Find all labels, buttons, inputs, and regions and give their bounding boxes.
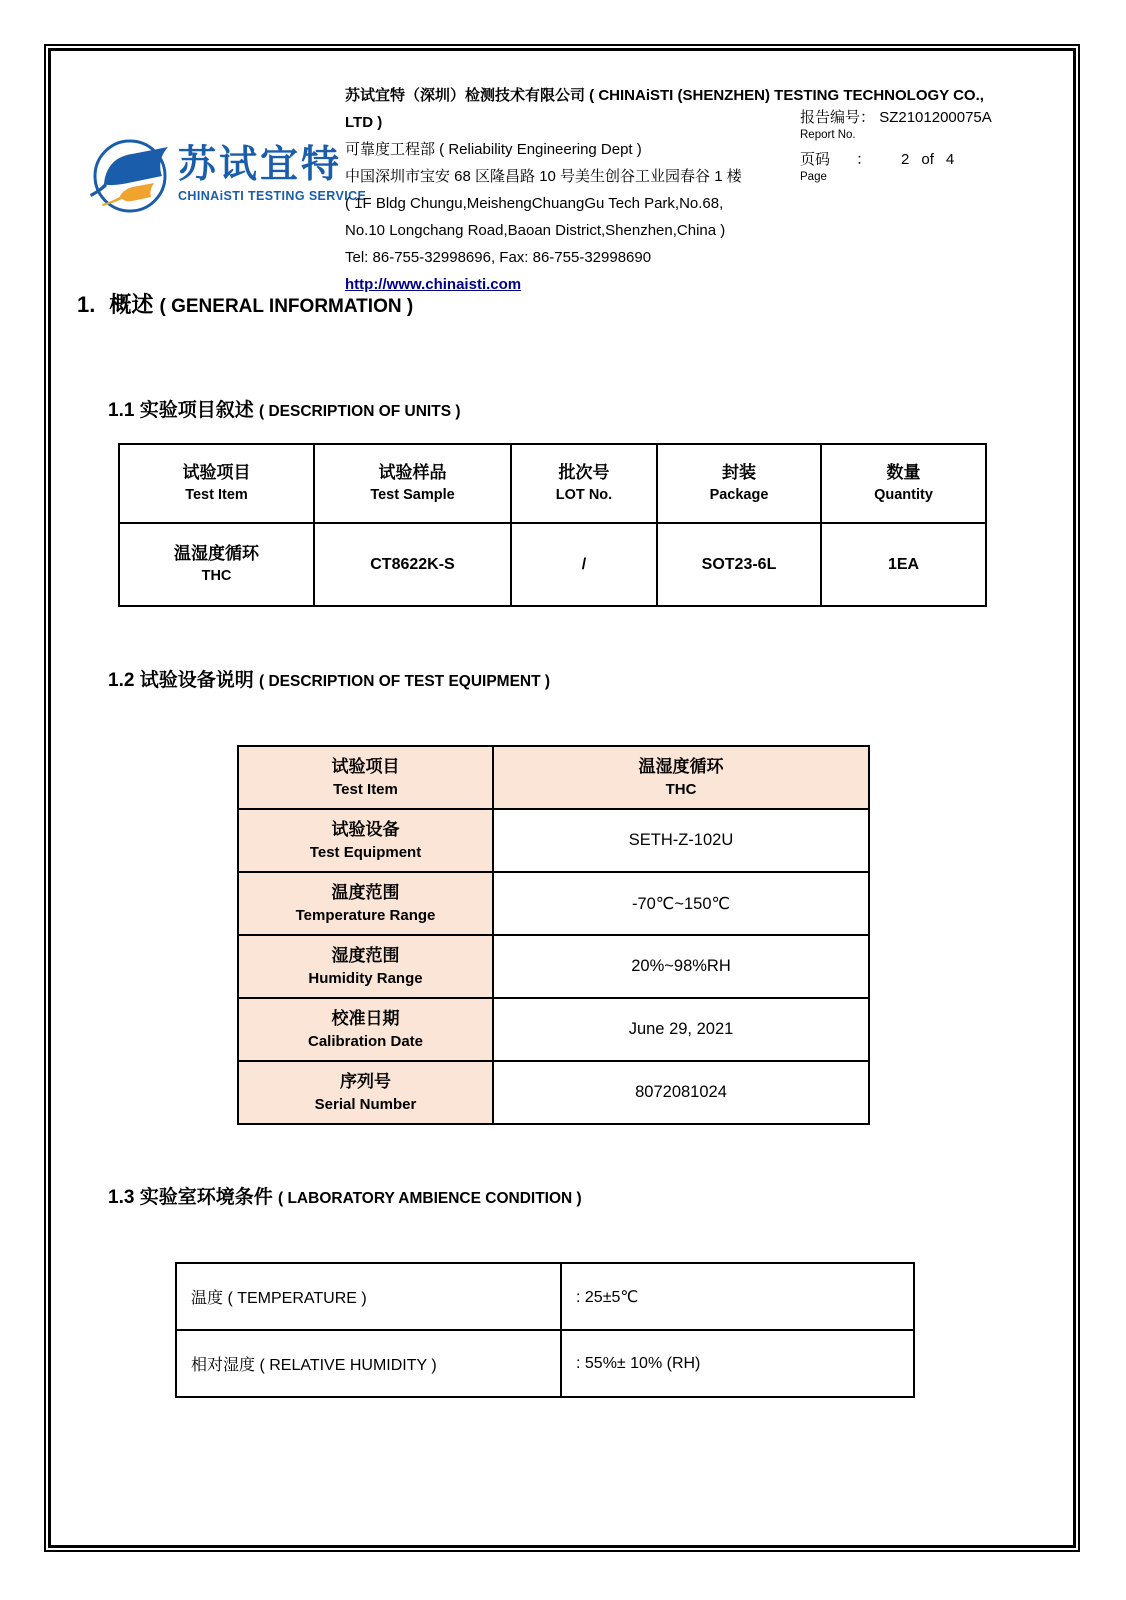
equipment-label-temperature-range-en: Temperature Range [295,906,436,924]
equipment-row-humidity-range [238,935,869,998]
section-equipment-title-cn: 试验设备说明 [139,670,254,691]
ambience-row-humidity [176,1330,914,1397]
units-header-package [657,444,821,523]
ambience-value-humidity: : 55%± 10% (RH) [561,1330,914,1397]
equipment-header-value-en: THC [665,780,697,798]
units-cell-package: SOT23-6L [657,523,821,606]
units-cell-quantity: 1EA [821,523,986,606]
company-name-line1: 苏试宜特（深圳）检测技术有限公司 ( CHINAiSTI (SHENZHEN) TESTING TECHNOLOGY CO., [345,87,984,104]
logo-swoosh-icon [88,132,172,216]
equipment-label-temperature-range-cn: 温度范围 [331,882,400,902]
equipment-value-calibration-date: June 29, 2021 [493,998,869,1061]
units-cell-lot-no: / [511,523,657,606]
page-label-cn: 页码 [800,151,831,168]
units-header-quantity-en: Quantity [874,487,933,503]
equipment-row-serial-number [238,1061,869,1124]
section-units-title-en: ( DESCRIPTION OF UNITS ) [259,403,461,420]
units-header-lot-no [511,444,657,523]
ambience-table [175,1262,915,1398]
units-header-test-sample-cn: 试验样品 [378,463,447,482]
section-general-heading [77,288,413,319]
equipment-label-calibration-date-en: Calibration Date [307,1032,424,1050]
report-no-value: SZ2101200075A [879,109,992,126]
units-header-test-item-en: Test Item [185,487,248,503]
equipment-label-humidity-range-cn: 湿度范围 [331,945,400,965]
logo-name-en: CHINAiSTI TESTING SERVICE [178,189,367,204]
logo-text [178,145,366,204]
equipment-label-temperature-range [238,872,493,935]
equipment-header-label-en: Test Item [333,780,398,798]
ambience-row-temperature [176,1263,914,1330]
units-header-package-cn: 封装 [722,463,756,482]
company-address-en2: No.10 Longchang Road,Baoan District,Shenzhen,China ) [345,222,726,239]
section-ambience-title-cn: 实验室环境条件 [139,1187,273,1208]
equipment-value-test-equipment: SETH-Z-102U [493,809,869,872]
units-table-data-row [119,523,986,606]
units-cell-test-item-cn: 温湿度循环 [174,544,259,563]
company-dept: 可靠度工程部 ( Reliability Engineering Dept ) [345,141,642,158]
section-units-number: 1.1 [108,400,135,421]
ambience-label-temperature: 温度 ( TEMPERATURE ) [176,1263,561,1330]
equipment-header-value-cn: 温湿度循环 [638,756,724,776]
section-units-title-cn: 实验项目叙述 [139,400,254,421]
company-address-en1: ( 1F Bldg Chungu,MeishengChuangGu Tech Park,No.68, [345,195,724,212]
units-header-lot-no-en: LOT No. [555,487,613,503]
company-address-cn: 中国深圳市宝安 68 区隆昌路 10 号美生创谷工业园春谷 1 楼 [345,168,742,185]
report-no-label-cn: 报告编号： [800,109,876,126]
section-ambience-title-en: ( LABORATORY AMBIENCE CONDITION ) [278,1190,582,1207]
equipment-label-test-equipment-en: Test Equipment [309,843,422,861]
section-equipment-heading [108,665,550,692]
equipment-label-humidity-range-en: Humidity Range [308,969,423,987]
equipment-label-serial-number-cn: 序列号 [340,1071,391,1091]
equipment-label-test-equipment-cn: 试验设备 [331,819,400,839]
equipment-header-row [238,746,869,809]
units-cell-test-sample: CT8622K-S [314,523,511,606]
units-header-quantity [821,444,986,523]
ambience-label-humidity: 相对湿度 ( RELATIVE HUMIDITY ) [176,1330,561,1397]
units-header-lot-no-cn: 批次号 [558,463,610,482]
logo-name-cn: 苏试宜特 [178,143,343,186]
units-cell-test-item-en: THC [201,568,232,584]
page-current: 2 [901,151,910,168]
units-table-header-row [119,444,986,523]
equipment-table [237,745,870,1125]
page-colon: ： [856,151,872,168]
equipment-header-label-cn: 试验项目 [331,756,400,776]
section-general-title-en: ( GENERAL INFORMATION ) [159,296,414,317]
equipment-header-label [238,746,493,809]
report-info-block [800,106,1030,185]
equipment-header-value [493,746,869,809]
section-units-heading [108,395,461,422]
equipment-row-temperature-range [238,872,869,935]
company-website-link[interactable]: http://www.chinaisti.com [345,276,522,293]
equipment-label-calibration-date-cn: 校准日期 [331,1008,400,1028]
equipment-row-test-equipment [238,809,869,872]
company-logo [88,132,366,216]
page-total: 4 [945,151,955,168]
report-no-label-en: Report No. [800,129,856,141]
units-cell-test-item [119,523,314,606]
units-header-test-sample [314,444,511,523]
units-header-test-item-cn: 试验项目 [182,463,251,482]
equipment-label-test-equipment [238,809,493,872]
equipment-value-humidity-range: 20%~98%RH [493,935,869,998]
section-equipment-number: 1.2 [108,670,135,691]
units-header-package-en: Package [709,487,769,503]
section-equipment-title-en: ( DESCRIPTION OF TEST EQUIPMENT ) [259,673,551,690]
section-ambience-heading [108,1182,582,1209]
units-table [118,443,987,607]
page-label-en: Page [800,171,827,183]
equipment-row-calibration-date [238,998,869,1061]
ambience-value-temperature: : 25±5℃ [561,1263,914,1330]
page-of-word: of [921,151,934,168]
section-general-number: 1. [77,292,96,317]
equipment-label-calibration-date [238,998,493,1061]
units-header-test-item [119,444,314,523]
equipment-value-temperature-range: -70℃~150℃ [493,872,869,935]
equipment-label-serial-number-en: Serial Number [314,1095,417,1113]
section-general-title-cn: 概述 [109,292,154,317]
units-header-test-sample-en: Test Sample [370,487,455,503]
equipment-label-humidity-range [238,935,493,998]
company-tel-fax: Tel: 86-755-32998696, Fax: 86-755-32998690 [345,249,652,266]
section-ambience-number: 1.3 [108,1187,135,1208]
equipment-value-serial-number: 8072081024 [493,1061,869,1124]
units-header-quantity-cn: 数量 [886,463,921,482]
equipment-label-serial-number [238,1061,493,1124]
company-name-line2: LTD ) [345,114,383,131]
